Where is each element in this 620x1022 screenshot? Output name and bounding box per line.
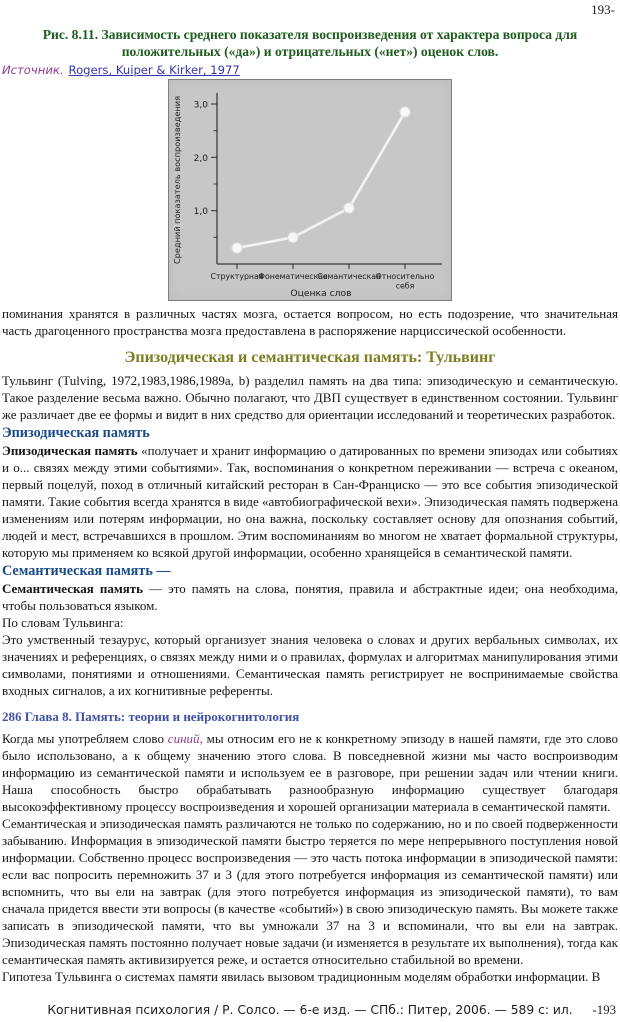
y-tick-label: 1,0 xyxy=(193,207,208,218)
x-tick-label: Фонематическая xyxy=(258,272,328,281)
paragraph-hypothesis: Гипотеза Тульвинга о системах памяти явилась вызовом традиционным моделям обработки информации. В xyxy=(2,969,601,984)
episodic-lead-bold: Эпизодическая память xyxy=(2,443,138,458)
semantic-lead-bold: Семантическая память xyxy=(2,581,144,596)
data-point xyxy=(232,243,243,254)
data-point xyxy=(400,107,411,118)
y-axis-title: Средний показатель воспроизведения xyxy=(172,95,182,265)
paragraph-difference: Семантическая и эпизодическая память различаются не только по содержанию, но и по своей подверженности забыванию. Информация в эпизодической памяти быстро теряется по мере непрерывного поступления новой информации. Собственно процесс воспроизведения — это часть потока информации в эпизодической памяти: если вас попросить перемножить 37 и 3 (для этого потребуется информация из семантической памяти) или вспомнить, что вы ели на завтрак (для этого потребуется информация из эпизодической памяти), то вам сначала придется ввести эти вопросы (в качестве «событий») в свою эпизодическую память. Вы можете также записать в эпизодической памяти, что вы умножали 37 на 3 и вспоминали, что вы ели на завтрак. Эпизодическая память постоянно получает новые задачи (и изменяется в результате их выполнения), тогда как семантическая память активизируется реже, и остается относительно стабильной во времени. xyxy=(2,816,618,967)
x-tick-label: Относительно себя xyxy=(375,272,435,291)
blue-para-after: мы относим его не к конкретному эпизоду в нашей памяти, где это слово было использовано, а к общему значению этого слова. В повседневной жизни мы часто воспроизводим информацию из семантической памяти и используем ее в разговоре, при решении задач или чтении книги. Наша способность быстро обрабатывать разнообразную информацию существует благодаря высокоэффективному процессу воспроизведения и хорошей организации материала в семантической памяти. xyxy=(2,731,618,814)
y-tick-label: 3,0 xyxy=(193,100,208,111)
tulving-quote: Это умственный тезаурус, который организует знания человека о словах и других вербальных символах, их значениях и референциях, о связях между ними и о правилах, формулах и алгоритмах манипулирования этими символами, понятиями и отношениями. Семантическая память регистрирует не воспринимаемые свойства входных сигналов, а их когнитивные референты. xyxy=(2,632,618,698)
quote-intro: По словам Тульвинга: xyxy=(2,615,124,630)
footer-text: Когнитивная психология / Р. Солсо. — 6-е изд. — СПб.: Питер, 2006. — 589 с: ил. xyxy=(47,1003,573,1017)
figure-image xyxy=(168,79,452,301)
data-point xyxy=(344,203,355,214)
paragraph-semantic xyxy=(0,580,620,614)
x-axis-title: Оценка слов xyxy=(290,288,352,299)
section-heading-tulving: Эпизодическая и семантическая память: Тульвинг xyxy=(124,349,496,366)
paragraph-tulving: Тульвинг (Tulving, 1972,1983,1986,1989a, b) разделил память на два типа: эпизодическую и семантическую. Такое разделение весьма важно. Обычно полагают, что ДВП существует в единственном состоянии. Тульвинг же различает две ее формы и видит в них средство для ориентации исследований и теоретических разработок. xyxy=(2,373,618,422)
figure-source-line xyxy=(2,63,620,77)
subheading-semantic-memory: Семантическая память — xyxy=(2,563,171,579)
paragraph-blue-word xyxy=(0,730,620,815)
semantic-text: — это память на слова, понятия, правила и абстрактные идеи; она необходима, чтобы пользоваться языком. xyxy=(2,581,619,613)
blue-para-before: Когда мы употребляем слово xyxy=(2,731,168,746)
subheading-episodic-memory: Эпизодическая память xyxy=(2,425,150,441)
data-point xyxy=(288,232,299,243)
x-tick-label: Семантическая xyxy=(317,272,381,281)
source-label: Источник. xyxy=(2,63,64,77)
source-citation-link[interactable]: Rogers, Kuiper & Kirker, 1977 xyxy=(68,63,240,77)
page-number-top: 193- xyxy=(591,2,615,17)
paragraph-continuation: поминания хранятся в различных частях мозга, остается вопросом, но есть подозрение, что значительная часть драгоценного пространства мозга предоставлена в распоряжение нарциссической особенности. xyxy=(2,306,618,338)
paragraph-episodic xyxy=(0,442,620,561)
y-tick-label: 2,0 xyxy=(193,153,208,164)
episodic-text: «получает и хранит информацию о датированных по времени эпизодах или событиях и о... связях между этими событиями». Так, воспоминания о конкретном переживании — встреча с океаном, первый поцелуй, поход в отличный китайский ресторан в Сан-Франциско — это все события эпизодической памяти. Такие события всегда хранятся в виде «автобиографической вехи». Эпизодическая память подвержена изменениям или потерям информации, но она важна, поскольку составляет основу для опознания событий, людей и мест, встречавшихся в прошлом. Этим воспоминаниям во многом не хватает формальной структуры, которую мы применяем ко всякой другой информации, особенно хранящейся в семантической памяти. xyxy=(2,443,619,560)
accent-word-siniy: синий, xyxy=(167,731,203,746)
recall-line-chart xyxy=(169,80,451,300)
figure-caption: Рис. 8.11. Зависимость среднего показателя воспроизведения от характера вопроса для положительных («да») и отрицательных («нет») оценок слов. xyxy=(42,27,578,59)
footer-bibliography xyxy=(0,1003,620,1017)
data-line xyxy=(237,112,405,248)
running-chapter-header: 286 Глава 8. Память: теории и нейрокогнитология xyxy=(2,709,300,724)
page-number-bottom: -193 xyxy=(592,1003,616,1017)
x-tick-label: Структурная xyxy=(210,272,264,281)
